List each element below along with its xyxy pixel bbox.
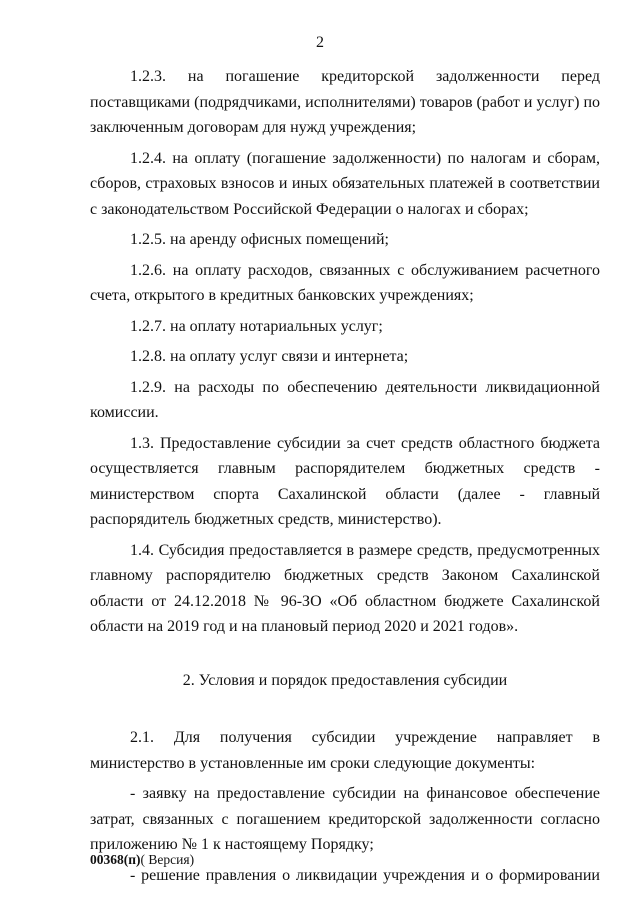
paragraph-application: - заявку на предоставление субсидии на финансовое обеспечение затрат, связанных с погашением кредиторской задолженности согласно приложению № 1 к настоящему Порядку; [90,785,600,853]
document-footer [90,852,194,868]
paragraph-1-2-3: 1.2.3. на погашение кредиторской задолженности перед поставщиками (подрядчиками, исполнителями) товаров (работ и услуг) по заключенным договорам для нужд учреждения; [90,68,600,136]
document-version: ( Версия) [140,852,195,867]
paragraph-decision: - решение правления о ликвидации учреждения и о формировании [130,866,600,884]
document-code: 00368(п) [90,852,141,867]
paragraph-1-2-6: 1.2.6. на оплату расходов, связанных с обслуживанием расчетного счета, открытого в кредитных банковских учреждениях; [90,261,600,304]
document-body [90,64,600,893]
section-heading: 2. Условия и порядок предоставления субсидии [182,671,508,689]
paragraph-1-4: 1.4. Субсидия предоставляется в размере средств, предусмотренных главному распорядителю бюджетных средств Законом Сахалинской области от 24.12.2018 № 96-ЗО «Об областном бюджете Сахалинской области на 2019 год и на плановый период 2020 и 2021 годов». [90,541,600,635]
paragraph-1-2-5: 1.2.5. на аренду офисных помещений; [130,231,389,248]
paragraph-1-2-8: 1.2.8. на оплату услуг связи и интернета; [130,348,409,365]
paragraph-1-2-9: 1.2.9. на расходы по обеспечению деятельности ликвидационной комиссии. [90,378,600,421]
paragraph-2-1: 2.1. Для получения субсидии учреждение направляет в министерство в установленные им сроки следующие документы: [90,729,600,772]
paragraph-1-3: 1.3. Предоставление субсидии за счет средств областного бюджета осуществляется главным распорядителем бюджетных средств - министерством спорта Сахалинской области (далее - главный распорядитель бюджетных средств, министерство). [90,434,600,528]
paragraph-1-2-4: 1.2.4. на оплату (погашение задолженности) по налогам и сборам, сборов, страховых взносов и иных обязательных платежей в соответствии с законодательством Российской Федерации о налогах и сборах; [90,149,600,218]
paragraph-1-2-7: 1.2.7. на оплату нотариальных услуг; [130,317,383,335]
page-number: 2 [316,34,324,51]
